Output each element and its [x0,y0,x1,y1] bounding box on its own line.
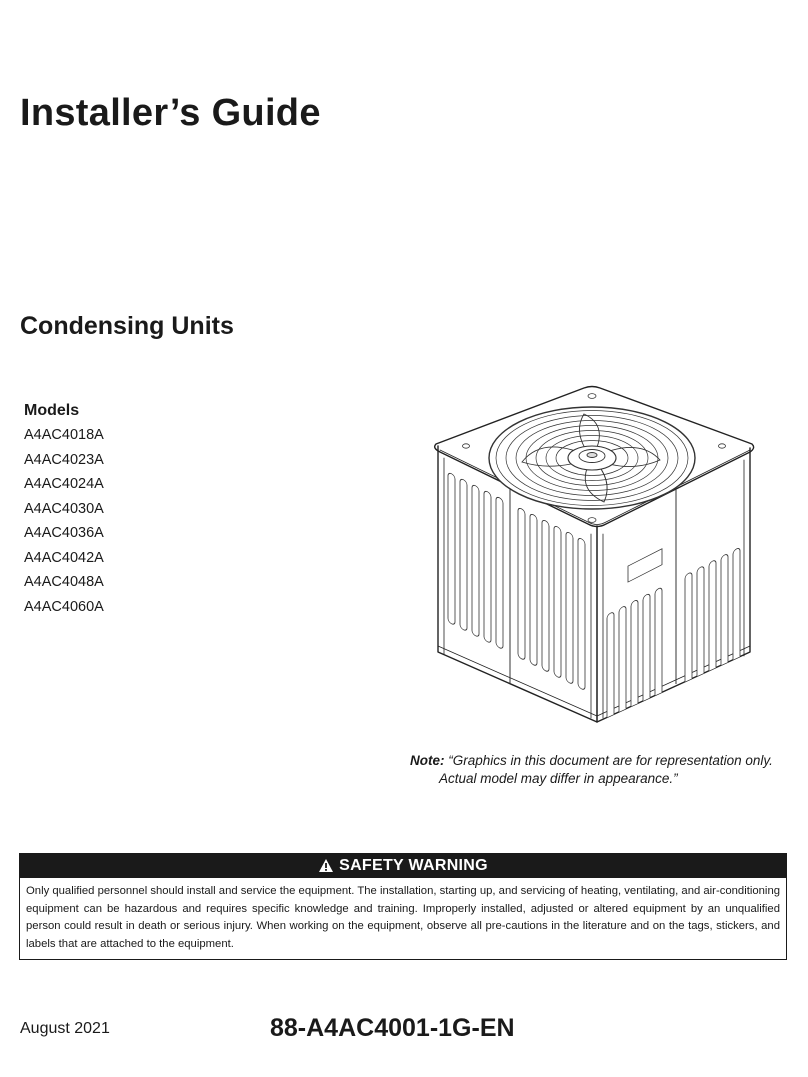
models-heading: Models [24,402,80,419]
page-title: Installer’s Guide [20,92,321,134]
model-list [24,423,104,619]
safety-warning-box [19,853,787,960]
representation-note [410,752,790,788]
safety-warning-title: SAFETY WARNING [339,857,488,874]
safety-warning-text: Only qualified personnel should install and service the equipment. The installation, starting up, and servicing of heating, ventilating, and air-conditioning equipment can be hazardous and requires specific knowledge and training. Improperly installed, adjusted or altered equipment by an unqualified person could result in death or serious injury. When working on the equipment, observe all pre-cautions in the literature and on the tags, stickers, and labels that are attached to the equipment. [26,885,781,950]
model-item: A4AC4036A [24,525,104,541]
model-item: A4AC4030A [24,500,104,517]
note-text-line1: “Graphics in this document are for representation only. [448,753,773,768]
document-number: 88-A4AC4001-1G-EN [270,1014,515,1042]
models-section [24,402,104,619]
model-item: A4AC4048A [24,574,104,590]
condensing-unit-illustration [424,384,762,726]
product-subtitle: Condensing Units [20,312,234,340]
model-item: A4AC4024A [24,476,104,492]
publication-date: August 2021 [20,1020,110,1037]
model-item: A4AC4060A [24,598,104,615]
model-item: A4AC4018A [24,427,104,443]
note-text-line2: Actual model may differ in appearance.” [439,771,678,786]
note-label: Note: [410,753,445,768]
model-item: A4AC4042A [24,549,104,566]
model-item: A4AC4023A [24,451,104,468]
safety-warning-header [20,854,786,878]
warning-triangle-icon [318,857,334,881]
